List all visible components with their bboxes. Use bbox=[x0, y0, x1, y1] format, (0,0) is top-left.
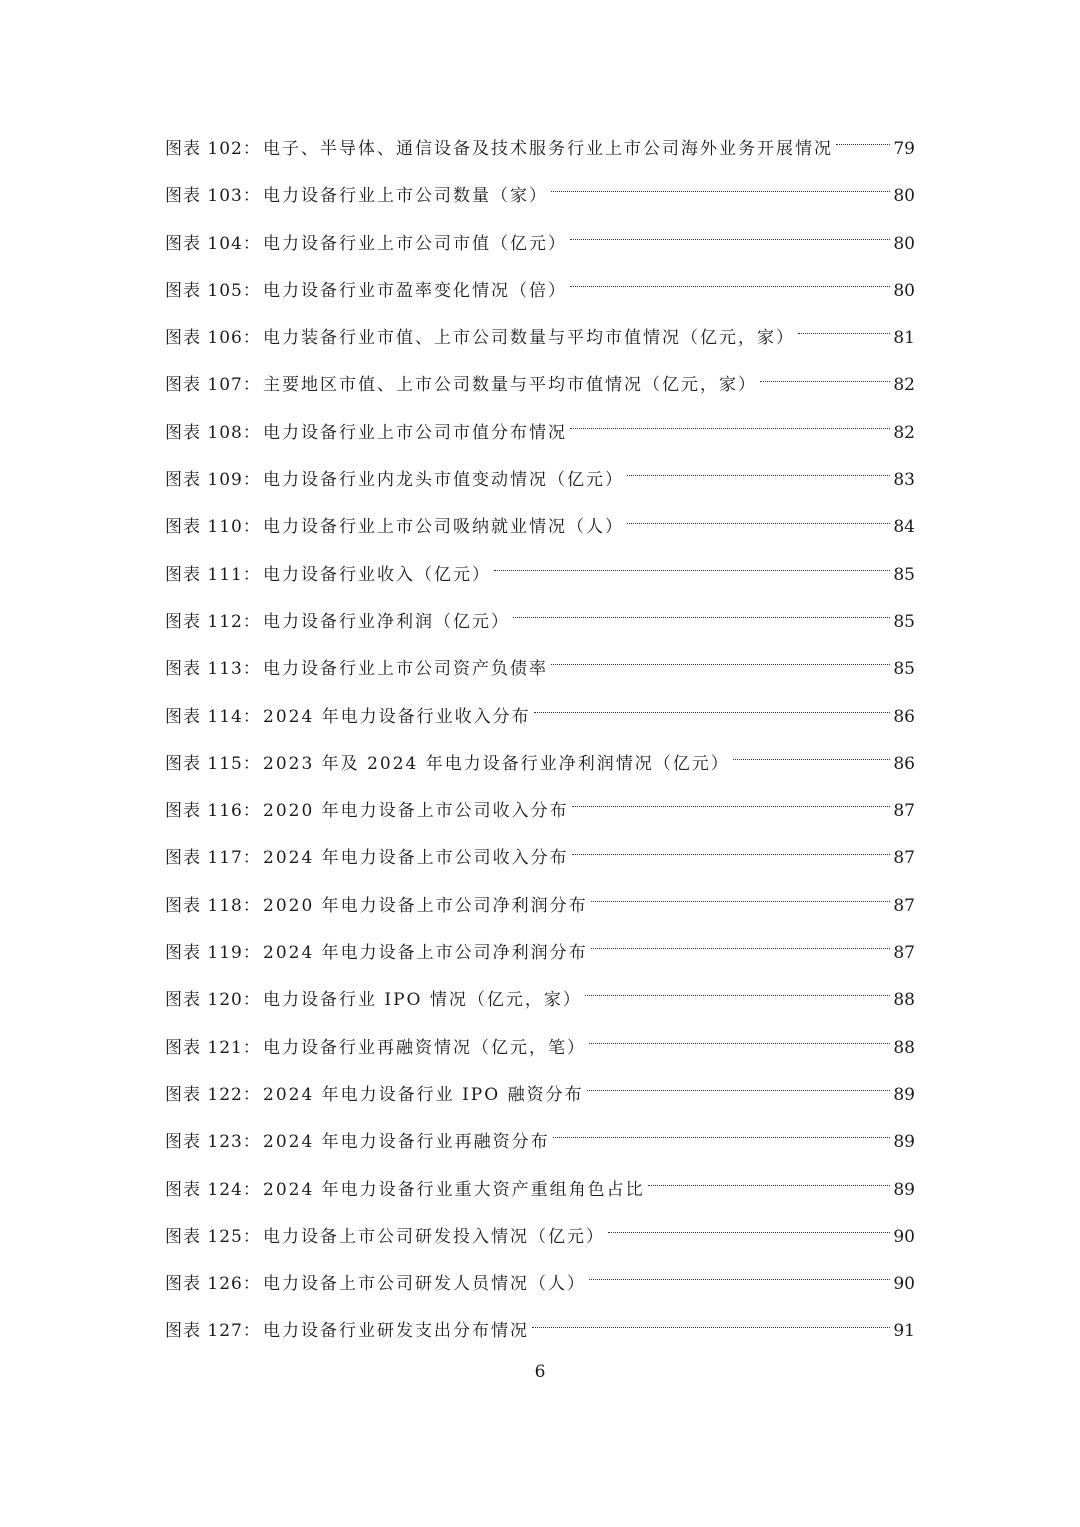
toc-entry-title: 2020 年电力设备上市公司净利润分布 bbox=[263, 895, 588, 916]
toc-entry[interactable] bbox=[165, 646, 915, 693]
dot-leader bbox=[587, 1090, 891, 1091]
toc-entry-label: 图表 112： bbox=[165, 611, 261, 632]
toc-entry[interactable] bbox=[165, 504, 915, 551]
dot-leader bbox=[585, 995, 890, 996]
toc-entry-page: 86 bbox=[893, 753, 915, 774]
toc-entry-title: 电力设备行业再融资情况（亿元，笔） bbox=[263, 1037, 586, 1058]
toc-entry[interactable] bbox=[165, 552, 915, 599]
toc-entry-label: 图表 123： bbox=[165, 1132, 261, 1153]
dot-leader bbox=[733, 759, 891, 760]
toc-entry[interactable] bbox=[165, 315, 915, 362]
dot-leader bbox=[551, 191, 890, 192]
dot-leader bbox=[627, 475, 890, 476]
toc-entry-label: 图表 117： bbox=[165, 848, 261, 869]
toc-entry[interactable] bbox=[165, 741, 915, 788]
toc-entry-page: 88 bbox=[893, 990, 915, 1011]
toc-entry-title: 电力设备行业收入（亿元） bbox=[263, 564, 491, 585]
toc-entry-label: 图表 106： bbox=[165, 328, 261, 349]
toc-entry[interactable] bbox=[165, 835, 915, 882]
toc-entry-label: 图表 120： bbox=[165, 990, 261, 1011]
toc-entry-page: 87 bbox=[893, 801, 915, 822]
toc-entry-label: 图表 116： bbox=[165, 801, 261, 822]
dot-leader bbox=[570, 428, 890, 429]
toc-entry-title: 主要地区市值、上市公司数量与平均市值情况（亿元，家） bbox=[263, 375, 757, 396]
toc-entry-page: 89 bbox=[893, 1132, 915, 1153]
toc-entry-page: 79 bbox=[893, 139, 915, 159]
toc-entry-title: 电力设备行业上市公司吸纳就业情况（人） bbox=[263, 517, 624, 538]
toc-entry-label: 图表 108： bbox=[165, 422, 261, 443]
toc-entry-label: 图表 122： bbox=[165, 1084, 261, 1105]
toc-entry-title: 2023 年及 2024 年电力设备行业净利润情况（亿元） bbox=[263, 753, 730, 774]
toc-entry[interactable] bbox=[165, 930, 915, 977]
toc-entry-page: 89 bbox=[893, 1084, 915, 1105]
dot-leader bbox=[532, 1327, 890, 1328]
toc-entry-title: 电力设备行业 IPO 情况（亿元，家） bbox=[263, 990, 582, 1011]
toc-entry[interactable] bbox=[165, 1214, 915, 1261]
dot-leader bbox=[836, 144, 890, 145]
toc-entry[interactable] bbox=[165, 457, 915, 504]
toc-entry[interactable] bbox=[165, 362, 915, 409]
toc-entry-title: 电力设备上市公司研发投入情况（亿元） bbox=[263, 1226, 605, 1247]
toc-entry[interactable] bbox=[165, 1025, 915, 1072]
dot-leader bbox=[798, 333, 890, 334]
toc-entry-page: 87 bbox=[893, 943, 915, 964]
toc-entry-title: 电力设备上市公司研发人员情况（人） bbox=[263, 1274, 586, 1295]
toc-entry-page: 83 bbox=[893, 470, 915, 491]
toc-entry-label: 图表 107： bbox=[165, 375, 261, 396]
toc-entry-page: 82 bbox=[893, 375, 915, 396]
toc-entry-title: 电力设备行业上市公司资产负债率 bbox=[263, 659, 548, 680]
toc-entry-page: 80 bbox=[893, 186, 915, 207]
toc-entry-title: 2024 年电力设备上市公司净利润分布 bbox=[263, 943, 588, 964]
dot-leader bbox=[591, 948, 891, 949]
toc-entry-page: 87 bbox=[893, 895, 915, 916]
dot-leader bbox=[627, 523, 890, 524]
toc-entry-label: 图表 121： bbox=[165, 1037, 261, 1058]
toc-entry-title: 2024 年电力设备上市公司收入分布 bbox=[263, 848, 569, 869]
toc-entry-title: 2024 年电力设备行业收入分布 bbox=[263, 706, 531, 727]
toc-entry[interactable] bbox=[165, 1119, 915, 1166]
toc-entry[interactable] bbox=[165, 1167, 915, 1214]
toc-entry-page: 82 bbox=[893, 422, 915, 443]
toc-entry[interactable] bbox=[165, 173, 915, 220]
toc-entry-label: 图表 125： bbox=[165, 1226, 261, 1247]
toc-entry[interactable] bbox=[165, 694, 915, 741]
toc-entry[interactable] bbox=[165, 410, 915, 457]
toc-entry-page: 85 bbox=[893, 659, 915, 680]
dot-leader bbox=[572, 806, 891, 807]
dot-leader bbox=[648, 1185, 891, 1186]
toc-entry-title: 电力设备行业市盈率变化情况（倍） bbox=[263, 280, 567, 301]
toc-entry-page: 85 bbox=[893, 611, 915, 632]
toc-entry[interactable] bbox=[165, 221, 915, 268]
toc-entry-label: 图表 103： bbox=[165, 186, 261, 207]
toc-entry[interactable] bbox=[165, 126, 915, 173]
dot-leader bbox=[591, 901, 891, 902]
toc-entry-label: 图表 114： bbox=[165, 706, 261, 727]
toc-entry[interactable] bbox=[165, 1261, 915, 1308]
page-number: 6 bbox=[534, 1362, 546, 1382]
dot-leader bbox=[572, 854, 891, 855]
toc-entry-title: 电力设备行业上市公司市值（亿元） bbox=[263, 233, 567, 254]
toc-entry[interactable] bbox=[165, 268, 915, 315]
toc-entry-page: 85 bbox=[893, 564, 915, 585]
table-of-figures bbox=[165, 126, 915, 1356]
toc-entry[interactable] bbox=[165, 883, 915, 930]
toc-entry-label: 图表 111： bbox=[165, 564, 261, 585]
dot-leader bbox=[760, 381, 890, 382]
toc-entry[interactable] bbox=[165, 1308, 915, 1355]
toc-entry-page: 81 bbox=[893, 328, 915, 349]
toc-entry-label: 图表 126： bbox=[165, 1274, 261, 1295]
toc-entry-title: 电力设备行业研发支出分布情况 bbox=[263, 1321, 529, 1342]
toc-entry-title: 电力设备行业内龙头市值变动情况（亿元） bbox=[263, 470, 624, 491]
toc-entry-title: 电子、半导体、通信设备及技术服务行业上市公司海外业务开展情况 bbox=[263, 139, 833, 159]
toc-entry-page: 84 bbox=[893, 517, 915, 538]
toc-entry-label: 图表 105： bbox=[165, 280, 261, 301]
dot-leader bbox=[589, 1279, 890, 1280]
toc-entry-page: 80 bbox=[893, 280, 915, 301]
toc-entry-title: 电力装备行业市值、上市公司数量与平均市值情况（亿元，家） bbox=[263, 328, 795, 349]
toc-entry-title: 2020 年电力设备上市公司收入分布 bbox=[263, 801, 569, 822]
toc-entry-page: 86 bbox=[893, 706, 915, 727]
toc-entry-page: 87 bbox=[893, 848, 915, 869]
dot-leader bbox=[534, 712, 891, 713]
toc-entry-page: 80 bbox=[893, 233, 915, 254]
toc-entry-page: 88 bbox=[893, 1037, 915, 1058]
toc-entry-label: 图表 124： bbox=[165, 1179, 261, 1200]
toc-entry-title: 电力设备行业上市公司数量（家） bbox=[263, 186, 548, 207]
toc-entry-label: 图表 104： bbox=[165, 233, 261, 254]
dot-leader bbox=[589, 1043, 890, 1044]
toc-entry-label: 图表 115： bbox=[165, 753, 261, 774]
dot-leader bbox=[513, 617, 890, 618]
toc-entry-title: 2024 年电力设备行业重大资产重组角色占比 bbox=[263, 1179, 645, 1200]
toc-entry-label: 图表 110： bbox=[165, 517, 261, 538]
dot-leader bbox=[494, 570, 890, 571]
toc-entry-label: 图表 109： bbox=[165, 470, 261, 491]
toc-entry-title: 电力设备行业上市公司市值分布情况 bbox=[263, 422, 567, 443]
dot-leader bbox=[551, 664, 890, 665]
toc-entry[interactable] bbox=[165, 599, 915, 646]
toc-entry-page: 91 bbox=[893, 1321, 915, 1342]
toc-entry-label: 图表 102： bbox=[165, 139, 261, 159]
toc-entry[interactable] bbox=[165, 1072, 915, 1119]
toc-entry[interactable] bbox=[165, 788, 915, 835]
toc-entry[interactable] bbox=[165, 977, 915, 1024]
toc-entry-title: 2024 年电力设备行业 IPO 融资分布 bbox=[263, 1084, 584, 1105]
dot-leader bbox=[553, 1137, 891, 1138]
toc-entry-page: 90 bbox=[893, 1274, 915, 1295]
toc-entry-label: 图表 127： bbox=[165, 1321, 261, 1342]
toc-entry-label: 图表 119： bbox=[165, 943, 261, 964]
dot-leader bbox=[570, 286, 890, 287]
toc-entry-title: 2024 年电力设备行业再融资分布 bbox=[263, 1132, 550, 1153]
toc-entry-title: 电力设备行业净利润（亿元） bbox=[263, 611, 510, 632]
toc-entry-page: 90 bbox=[893, 1226, 915, 1247]
toc-entry-label: 图表 113： bbox=[165, 659, 261, 680]
toc-entry-label: 图表 118： bbox=[165, 895, 261, 916]
dot-leader bbox=[608, 1232, 890, 1233]
dot-leader bbox=[570, 239, 890, 240]
toc-entry-page: 89 bbox=[893, 1179, 915, 1200]
